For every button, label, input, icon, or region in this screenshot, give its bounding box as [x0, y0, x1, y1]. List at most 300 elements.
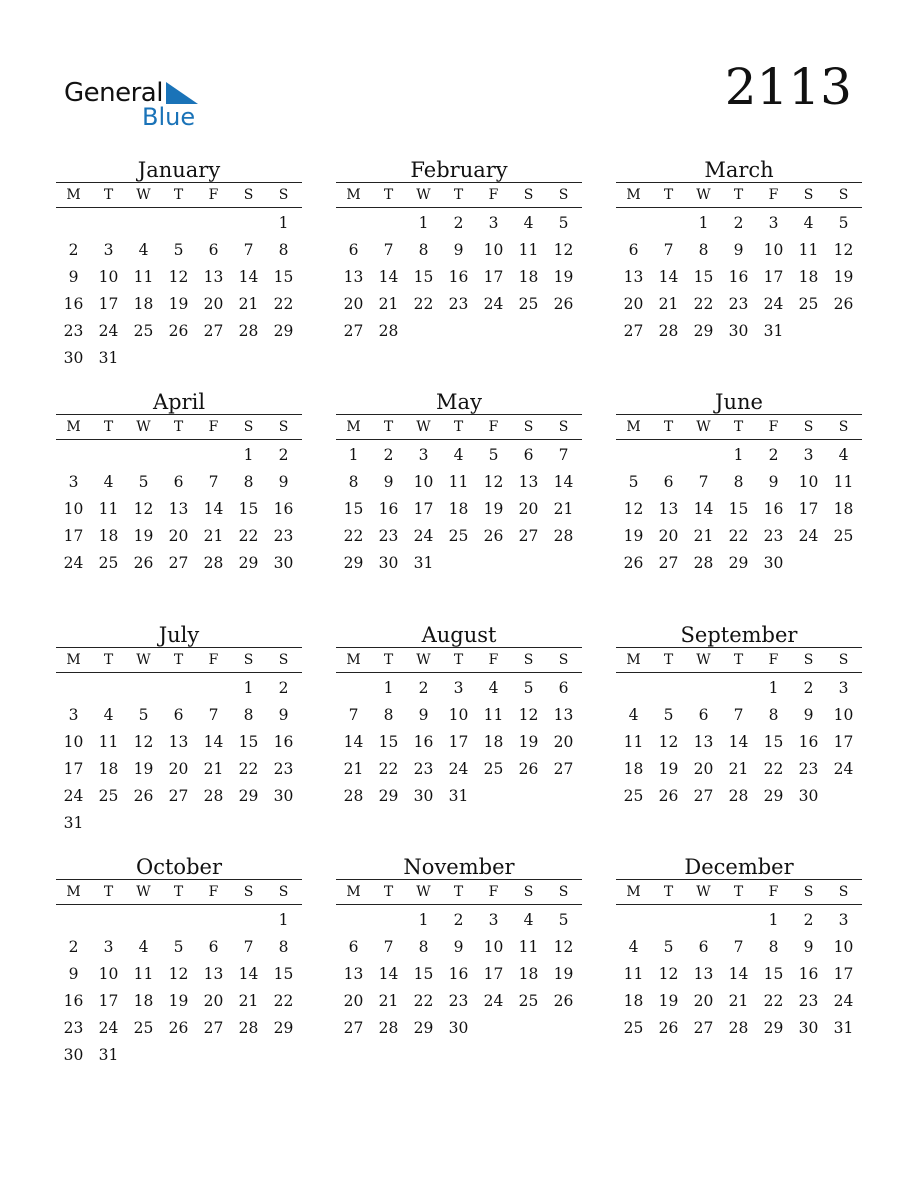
day-cell: 10 — [63, 500, 84, 518]
weekday-header: T — [383, 884, 394, 900]
day-cell: 19 — [133, 760, 154, 778]
weekday-header: S — [523, 884, 534, 900]
weekday-header: T — [103, 419, 114, 435]
day-cell: 12 — [553, 938, 574, 956]
day-cell: 23 — [448, 295, 469, 313]
day-cell: 4 — [838, 446, 849, 464]
day-cell: 23 — [63, 1019, 84, 1037]
empty-day-cell — [616, 675, 651, 702]
empty-day-cell — [686, 442, 721, 469]
day-cell: 20 — [168, 527, 189, 545]
day-cell: 28 — [203, 787, 224, 805]
day-cell: 14 — [658, 268, 679, 286]
day-cell: 26 — [553, 295, 574, 313]
day-cell: 17 — [98, 992, 119, 1010]
month-october — [56, 855, 302, 1069]
day-cell: 3 — [68, 706, 79, 724]
day-cell: 13 — [343, 268, 364, 286]
day-cell: 5 — [523, 679, 534, 697]
weekday-header-row — [336, 182, 582, 208]
day-cell: 10 — [98, 965, 119, 983]
day-cell: 2 — [803, 911, 814, 929]
weekday-header: M — [66, 652, 81, 668]
day-cell: 22 — [273, 992, 294, 1010]
day-cell: 13 — [168, 733, 189, 751]
empty-day-cell — [651, 210, 686, 237]
empty-day-cell — [161, 675, 196, 702]
weekday-header: T — [733, 652, 744, 668]
day-cell: 19 — [168, 295, 189, 313]
day-cell: 8 — [243, 473, 254, 491]
day-cell: 6 — [348, 241, 359, 259]
empty-day-cell — [336, 210, 371, 237]
day-cell: 21 — [658, 295, 679, 313]
day-cell: 11 — [798, 241, 819, 259]
weekday-header: S — [558, 419, 569, 435]
day-cell: 29 — [273, 322, 294, 340]
day-cell: 18 — [133, 295, 154, 313]
weekday-header: S — [803, 419, 814, 435]
weekday-header: T — [663, 187, 674, 203]
day-cell: 17 — [483, 268, 504, 286]
weekday-header-row — [336, 414, 582, 440]
day-cell: 28 — [378, 322, 399, 340]
day-cell: 3 — [103, 241, 114, 259]
weekday-header: T — [383, 187, 394, 203]
day-cell: 25 — [518, 992, 539, 1010]
day-cell: 13 — [343, 965, 364, 983]
day-grid — [56, 210, 302, 372]
weekday-header: S — [243, 419, 254, 435]
day-cell: 15 — [343, 500, 364, 518]
day-cell: 28 — [728, 787, 749, 805]
weekday-header: S — [523, 187, 534, 203]
empty-day-cell — [161, 442, 196, 469]
weekday-header: S — [243, 884, 254, 900]
day-cell: 25 — [833, 527, 854, 545]
empty-day-cell — [56, 675, 91, 702]
logo-triangle-icon — [166, 82, 198, 104]
weekday-header: T — [453, 884, 464, 900]
day-cell: 22 — [763, 992, 784, 1010]
day-cell: 28 — [203, 554, 224, 572]
day-cell: 26 — [658, 787, 679, 805]
weekday-header: W — [136, 419, 151, 435]
day-cell: 13 — [658, 500, 679, 518]
day-cell: 31 — [98, 349, 119, 367]
day-cell: 28 — [378, 1019, 399, 1037]
day-cell: 24 — [448, 760, 469, 778]
month-name: August — [421, 623, 497, 647]
weekday-header: F — [488, 187, 499, 203]
day-cell: 20 — [168, 760, 189, 778]
day-cell: 8 — [418, 241, 429, 259]
day-cell: 15 — [693, 268, 714, 286]
day-cell: 29 — [763, 787, 784, 805]
day-cell: 21 — [693, 527, 714, 545]
day-cell: 9 — [453, 241, 464, 259]
empty-day-cell — [651, 675, 686, 702]
day-cell: 25 — [798, 295, 819, 313]
day-cell: 11 — [623, 965, 644, 983]
day-cell: 4 — [523, 911, 534, 929]
weekday-header: T — [173, 884, 184, 900]
day-cell: 16 — [798, 733, 819, 751]
empty-day-cell — [686, 675, 721, 702]
weekday-header-row — [56, 647, 302, 673]
weekday-header: T — [453, 187, 464, 203]
day-cell: 27 — [623, 322, 644, 340]
month-may — [336, 390, 582, 577]
day-cell: 12 — [133, 500, 154, 518]
day-cell: 29 — [238, 554, 259, 572]
empty-day-cell — [616, 442, 651, 469]
month-name: July — [158, 623, 200, 647]
day-cell: 14 — [693, 500, 714, 518]
day-cell: 22 — [378, 760, 399, 778]
weekday-header: T — [173, 187, 184, 203]
day-cell: 20 — [203, 992, 224, 1010]
day-cell: 23 — [798, 760, 819, 778]
weekday-header: S — [558, 652, 569, 668]
day-cell: 11 — [623, 733, 644, 751]
day-cell: 1 — [383, 679, 394, 697]
weekday-header: S — [278, 884, 289, 900]
day-cell: 6 — [698, 938, 709, 956]
day-cell: 10 — [798, 473, 819, 491]
day-cell: 17 — [98, 295, 119, 313]
empty-day-cell — [196, 675, 231, 702]
day-cell: 28 — [238, 1019, 259, 1037]
day-cell: 14 — [238, 965, 259, 983]
day-cell: 8 — [278, 241, 289, 259]
weekday-header-row — [616, 879, 862, 905]
day-cell: 28 — [693, 554, 714, 572]
empty-day-cell — [196, 907, 231, 934]
month-name: April — [152, 390, 206, 414]
day-cell: 30 — [448, 1019, 469, 1037]
empty-day-cell — [336, 675, 371, 702]
weekday-header: M — [346, 884, 361, 900]
day-cell: 21 — [238, 992, 259, 1010]
day-cell: 17 — [448, 733, 469, 751]
day-cell: 25 — [98, 787, 119, 805]
day-cell: 1 — [243, 446, 254, 464]
day-cell: 1 — [698, 214, 709, 232]
day-cell: 30 — [273, 787, 294, 805]
day-cell: 12 — [658, 965, 679, 983]
day-cell: 2 — [803, 679, 814, 697]
weekday-header: T — [663, 419, 674, 435]
month-march — [616, 158, 862, 345]
month-name: January — [137, 158, 221, 182]
day-cell: 17 — [483, 965, 504, 983]
day-cell: 29 — [238, 787, 259, 805]
weekday-header-row — [616, 647, 862, 673]
day-cell: 21 — [728, 760, 749, 778]
month-september — [616, 623, 862, 810]
day-cell: 31 — [833, 1019, 854, 1037]
day-cell: 30 — [763, 554, 784, 572]
day-cell: 26 — [553, 992, 574, 1010]
logo-word-blue: Blue — [142, 103, 196, 131]
day-grid — [56, 675, 302, 837]
day-cell: 5 — [173, 938, 184, 956]
day-cell: 20 — [203, 295, 224, 313]
weekday-header: S — [278, 187, 289, 203]
day-cell: 2 — [68, 241, 79, 259]
weekday-header: S — [838, 652, 849, 668]
weekday-header: W — [416, 187, 431, 203]
day-cell: 30 — [798, 1019, 819, 1037]
month-april — [56, 390, 302, 577]
weekday-header: F — [488, 419, 499, 435]
weekday-header-row — [616, 414, 862, 440]
day-cell: 1 — [418, 214, 429, 232]
day-cell: 6 — [663, 473, 674, 491]
day-cell: 12 — [518, 706, 539, 724]
day-cell: 29 — [693, 322, 714, 340]
day-cell: 29 — [728, 554, 749, 572]
day-cell: 7 — [208, 706, 219, 724]
day-cell: 16 — [448, 965, 469, 983]
day-cell: 14 — [343, 733, 364, 751]
day-cell: 27 — [343, 322, 364, 340]
day-cell: 9 — [803, 938, 814, 956]
day-cell: 25 — [98, 554, 119, 572]
empty-day-cell — [721, 907, 756, 934]
empty-day-cell — [56, 210, 91, 237]
day-cell: 12 — [658, 733, 679, 751]
day-cell: 11 — [518, 938, 539, 956]
day-cell: 1 — [768, 679, 779, 697]
day-cell: 6 — [698, 706, 709, 724]
day-cell: 11 — [98, 500, 119, 518]
day-cell: 8 — [733, 473, 744, 491]
day-cell: 5 — [558, 911, 569, 929]
day-grid — [336, 210, 582, 345]
day-cell: 29 — [413, 1019, 434, 1037]
day-cell: 16 — [63, 992, 84, 1010]
month-name: September — [680, 623, 798, 647]
day-cell: 14 — [553, 473, 574, 491]
day-cell: 7 — [698, 473, 709, 491]
weekday-header: S — [558, 187, 569, 203]
day-cell: 11 — [483, 706, 504, 724]
day-cell: 3 — [838, 911, 849, 929]
day-cell: 4 — [138, 938, 149, 956]
day-cell: 7 — [558, 446, 569, 464]
day-cell: 13 — [168, 500, 189, 518]
day-grid — [336, 442, 582, 577]
weekday-header: F — [768, 884, 779, 900]
empty-day-cell — [91, 907, 126, 934]
day-cell: 3 — [453, 679, 464, 697]
month-name: June — [715, 390, 763, 414]
day-grid — [616, 442, 862, 577]
day-cell: 26 — [833, 295, 854, 313]
general-blue-logo — [64, 78, 214, 134]
day-cell: 9 — [803, 706, 814, 724]
day-cell: 22 — [763, 760, 784, 778]
weekday-header: S — [803, 187, 814, 203]
day-cell: 9 — [453, 938, 464, 956]
weekday-header: T — [663, 884, 674, 900]
day-cell: 14 — [728, 965, 749, 983]
empty-day-cell — [651, 907, 686, 934]
weekday-header: S — [803, 884, 814, 900]
day-cell: 25 — [483, 760, 504, 778]
empty-day-cell — [651, 442, 686, 469]
day-cell: 24 — [98, 1019, 119, 1037]
day-cell: 1 — [243, 679, 254, 697]
day-cell: 22 — [413, 992, 434, 1010]
empty-day-cell — [126, 442, 161, 469]
day-cell: 27 — [693, 787, 714, 805]
day-cell: 3 — [103, 938, 114, 956]
day-grid — [616, 675, 862, 810]
day-cell: 3 — [838, 679, 849, 697]
day-cell: 20 — [693, 992, 714, 1010]
day-cell: 13 — [693, 965, 714, 983]
day-cell: 17 — [63, 527, 84, 545]
day-cell: 15 — [413, 965, 434, 983]
day-cell: 30 — [798, 787, 819, 805]
weekday-header: W — [696, 419, 711, 435]
weekday-header: S — [523, 419, 534, 435]
day-cell: 24 — [413, 527, 434, 545]
day-cell: 21 — [378, 295, 399, 313]
day-cell: 10 — [763, 241, 784, 259]
day-cell: 1 — [418, 911, 429, 929]
day-cell: 18 — [483, 733, 504, 751]
day-cell: 30 — [63, 349, 84, 367]
day-cell: 30 — [378, 554, 399, 572]
day-cell: 27 — [658, 554, 679, 572]
day-cell: 19 — [553, 268, 574, 286]
day-cell: 31 — [448, 787, 469, 805]
day-cell: 2 — [418, 679, 429, 697]
day-cell: 19 — [833, 268, 854, 286]
day-grid — [616, 210, 862, 345]
day-cell: 18 — [518, 268, 539, 286]
day-cell: 7 — [243, 938, 254, 956]
month-name: February — [410, 158, 508, 182]
day-cell: 30 — [728, 322, 749, 340]
month-name: May — [436, 390, 482, 414]
day-cell: 31 — [413, 554, 434, 572]
weekday-header: T — [383, 652, 394, 668]
weekday-header: M — [346, 187, 361, 203]
day-cell: 16 — [378, 500, 399, 518]
day-cell: 7 — [243, 241, 254, 259]
day-cell: 22 — [343, 527, 364, 545]
day-cell: 28 — [553, 527, 574, 545]
day-cell: 10 — [448, 706, 469, 724]
day-cell: 11 — [133, 268, 154, 286]
day-cell: 20 — [343, 992, 364, 1010]
weekday-header: T — [733, 419, 744, 435]
day-cell: 14 — [203, 500, 224, 518]
weekday-header: M — [66, 419, 81, 435]
day-grid — [56, 907, 302, 1069]
day-cell: 3 — [803, 446, 814, 464]
weekday-header: S — [838, 884, 849, 900]
day-cell: 18 — [518, 965, 539, 983]
day-cell: 6 — [173, 473, 184, 491]
day-cell: 5 — [558, 214, 569, 232]
weekday-header: T — [103, 884, 114, 900]
day-cell: 26 — [483, 527, 504, 545]
day-cell: 27 — [203, 1019, 224, 1037]
day-cell: 17 — [833, 965, 854, 983]
day-cell: 9 — [768, 473, 779, 491]
day-cell: 19 — [553, 965, 574, 983]
day-cell: 18 — [833, 500, 854, 518]
day-cell: 17 — [798, 500, 819, 518]
day-cell: 28 — [728, 1019, 749, 1037]
empty-day-cell — [721, 675, 756, 702]
weekday-header: T — [733, 884, 744, 900]
day-cell: 18 — [98, 760, 119, 778]
weekday-header: W — [416, 419, 431, 435]
day-cell: 29 — [763, 1019, 784, 1037]
day-cell: 20 — [553, 733, 574, 751]
month-name: November — [403, 855, 515, 879]
day-cell: 12 — [483, 473, 504, 491]
day-cell: 27 — [168, 787, 189, 805]
day-cell: 25 — [448, 527, 469, 545]
weekday-header: W — [696, 652, 711, 668]
empty-day-cell — [371, 907, 406, 934]
day-cell: 29 — [343, 554, 364, 572]
day-cell: 18 — [623, 760, 644, 778]
day-cell: 15 — [763, 965, 784, 983]
day-cell: 8 — [418, 938, 429, 956]
day-cell: 23 — [273, 760, 294, 778]
day-cell: 3 — [68, 473, 79, 491]
day-cell: 17 — [833, 733, 854, 751]
day-cell: 6 — [628, 241, 639, 259]
empty-day-cell — [336, 907, 371, 934]
day-grid — [336, 675, 582, 810]
month-name: December — [684, 855, 794, 879]
day-cell: 18 — [623, 992, 644, 1010]
day-cell: 24 — [763, 295, 784, 313]
day-grid — [56, 442, 302, 577]
day-cell: 26 — [133, 554, 154, 572]
day-cell: 30 — [273, 554, 294, 572]
day-cell: 30 — [413, 787, 434, 805]
day-cell: 2 — [383, 446, 394, 464]
weekday-header-row — [616, 182, 862, 208]
day-cell: 6 — [208, 938, 219, 956]
weekday-header: W — [416, 652, 431, 668]
day-cell: 5 — [663, 706, 674, 724]
day-cell: 16 — [763, 500, 784, 518]
day-cell: 18 — [133, 992, 154, 1010]
weekday-header-row — [56, 414, 302, 440]
empty-day-cell — [231, 210, 266, 237]
day-cell: 29 — [273, 1019, 294, 1037]
day-cell: 15 — [728, 500, 749, 518]
day-cell: 23 — [63, 322, 84, 340]
day-cell: 5 — [628, 473, 639, 491]
day-cell: 27 — [168, 554, 189, 572]
day-cell: 1 — [348, 446, 359, 464]
day-cell: 19 — [518, 733, 539, 751]
day-cell: 26 — [518, 760, 539, 778]
